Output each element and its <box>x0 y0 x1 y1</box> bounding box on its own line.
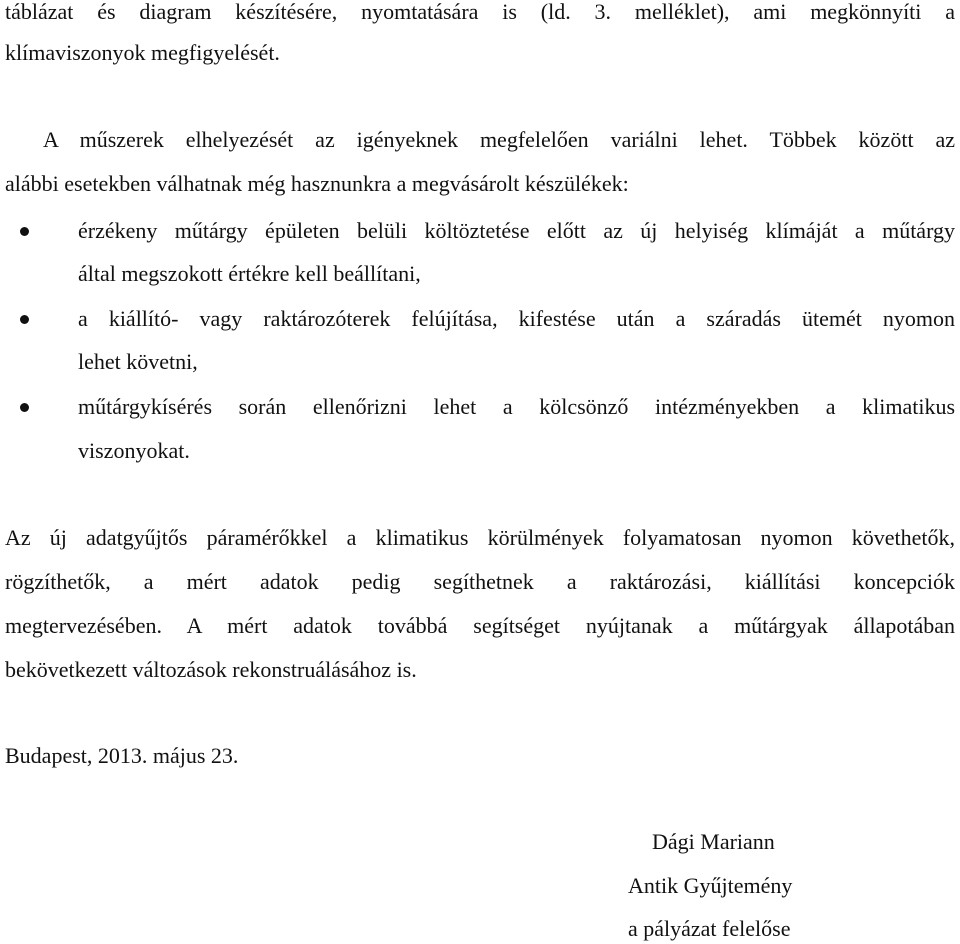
intro-line-2: klímaviszonyok megfigyelését. <box>5 40 280 65</box>
para3-line-2: rögzíthetők, a mért adatok pedig segíthetnek a raktározási, kiállítási koncepciók <box>5 569 955 594</box>
para3-line-4: bekövetkezett változások rekonstruálásához is. <box>5 657 417 682</box>
para2-line-2: alábbi esetekben válhatnak még hasznunkra a megvásárolt készülékek: <box>5 171 629 196</box>
para3-line-1: Az új adatgyűjtős páramérőkkel a klimatikus körülmények folyamatosan nyomon követhetők, <box>5 525 955 550</box>
bullet-2-line-1: a kiállító- vagy raktározóterek felújítása, kifestése után a száradás ütemét nyomon <box>78 306 955 331</box>
intro-line-1: táblázat és diagram készítésére, nyomtatására is (ld. 3. melléklet), ami megkönnyíti a <box>5 0 955 24</box>
bullet-2-dot <box>20 315 29 324</box>
bullet-1-dot <box>20 227 29 236</box>
signature-name: Dági Mariann <box>652 829 775 854</box>
para2-line-1: A műszerek elhelyezését az igényeknek megfelelően variálni lehet. Többek között az <box>43 127 955 152</box>
bullet-2-line-2: lehet követni, <box>78 349 198 374</box>
place-date: Budapest, 2013. május 23. <box>5 743 239 768</box>
bullet-1-line-2: által megszokott értékre kell beállítani, <box>78 261 421 286</box>
bullet-3-line-1: műtárgykísérés során ellenőrizni lehet a kölcsönző intézményekben a klimatikus <box>78 394 955 419</box>
bullet-3-dot <box>20 403 29 412</box>
bullet-1-line-1: érzékeny műtárgy épületen belüli költöztetése előtt az új helyiség klímáját a műtárgy <box>78 218 955 243</box>
para3-line-3: megtervezésében. A mért adatok továbbá segítséget nyújtanak a műtárgyak állapotában <box>5 613 955 638</box>
signature-institution: Antik Gyűjtemény <box>628 873 793 898</box>
bullet-3-line-2: viszonyokat. <box>78 438 190 463</box>
signature-role: a pályázat felelőse <box>628 916 791 941</box>
